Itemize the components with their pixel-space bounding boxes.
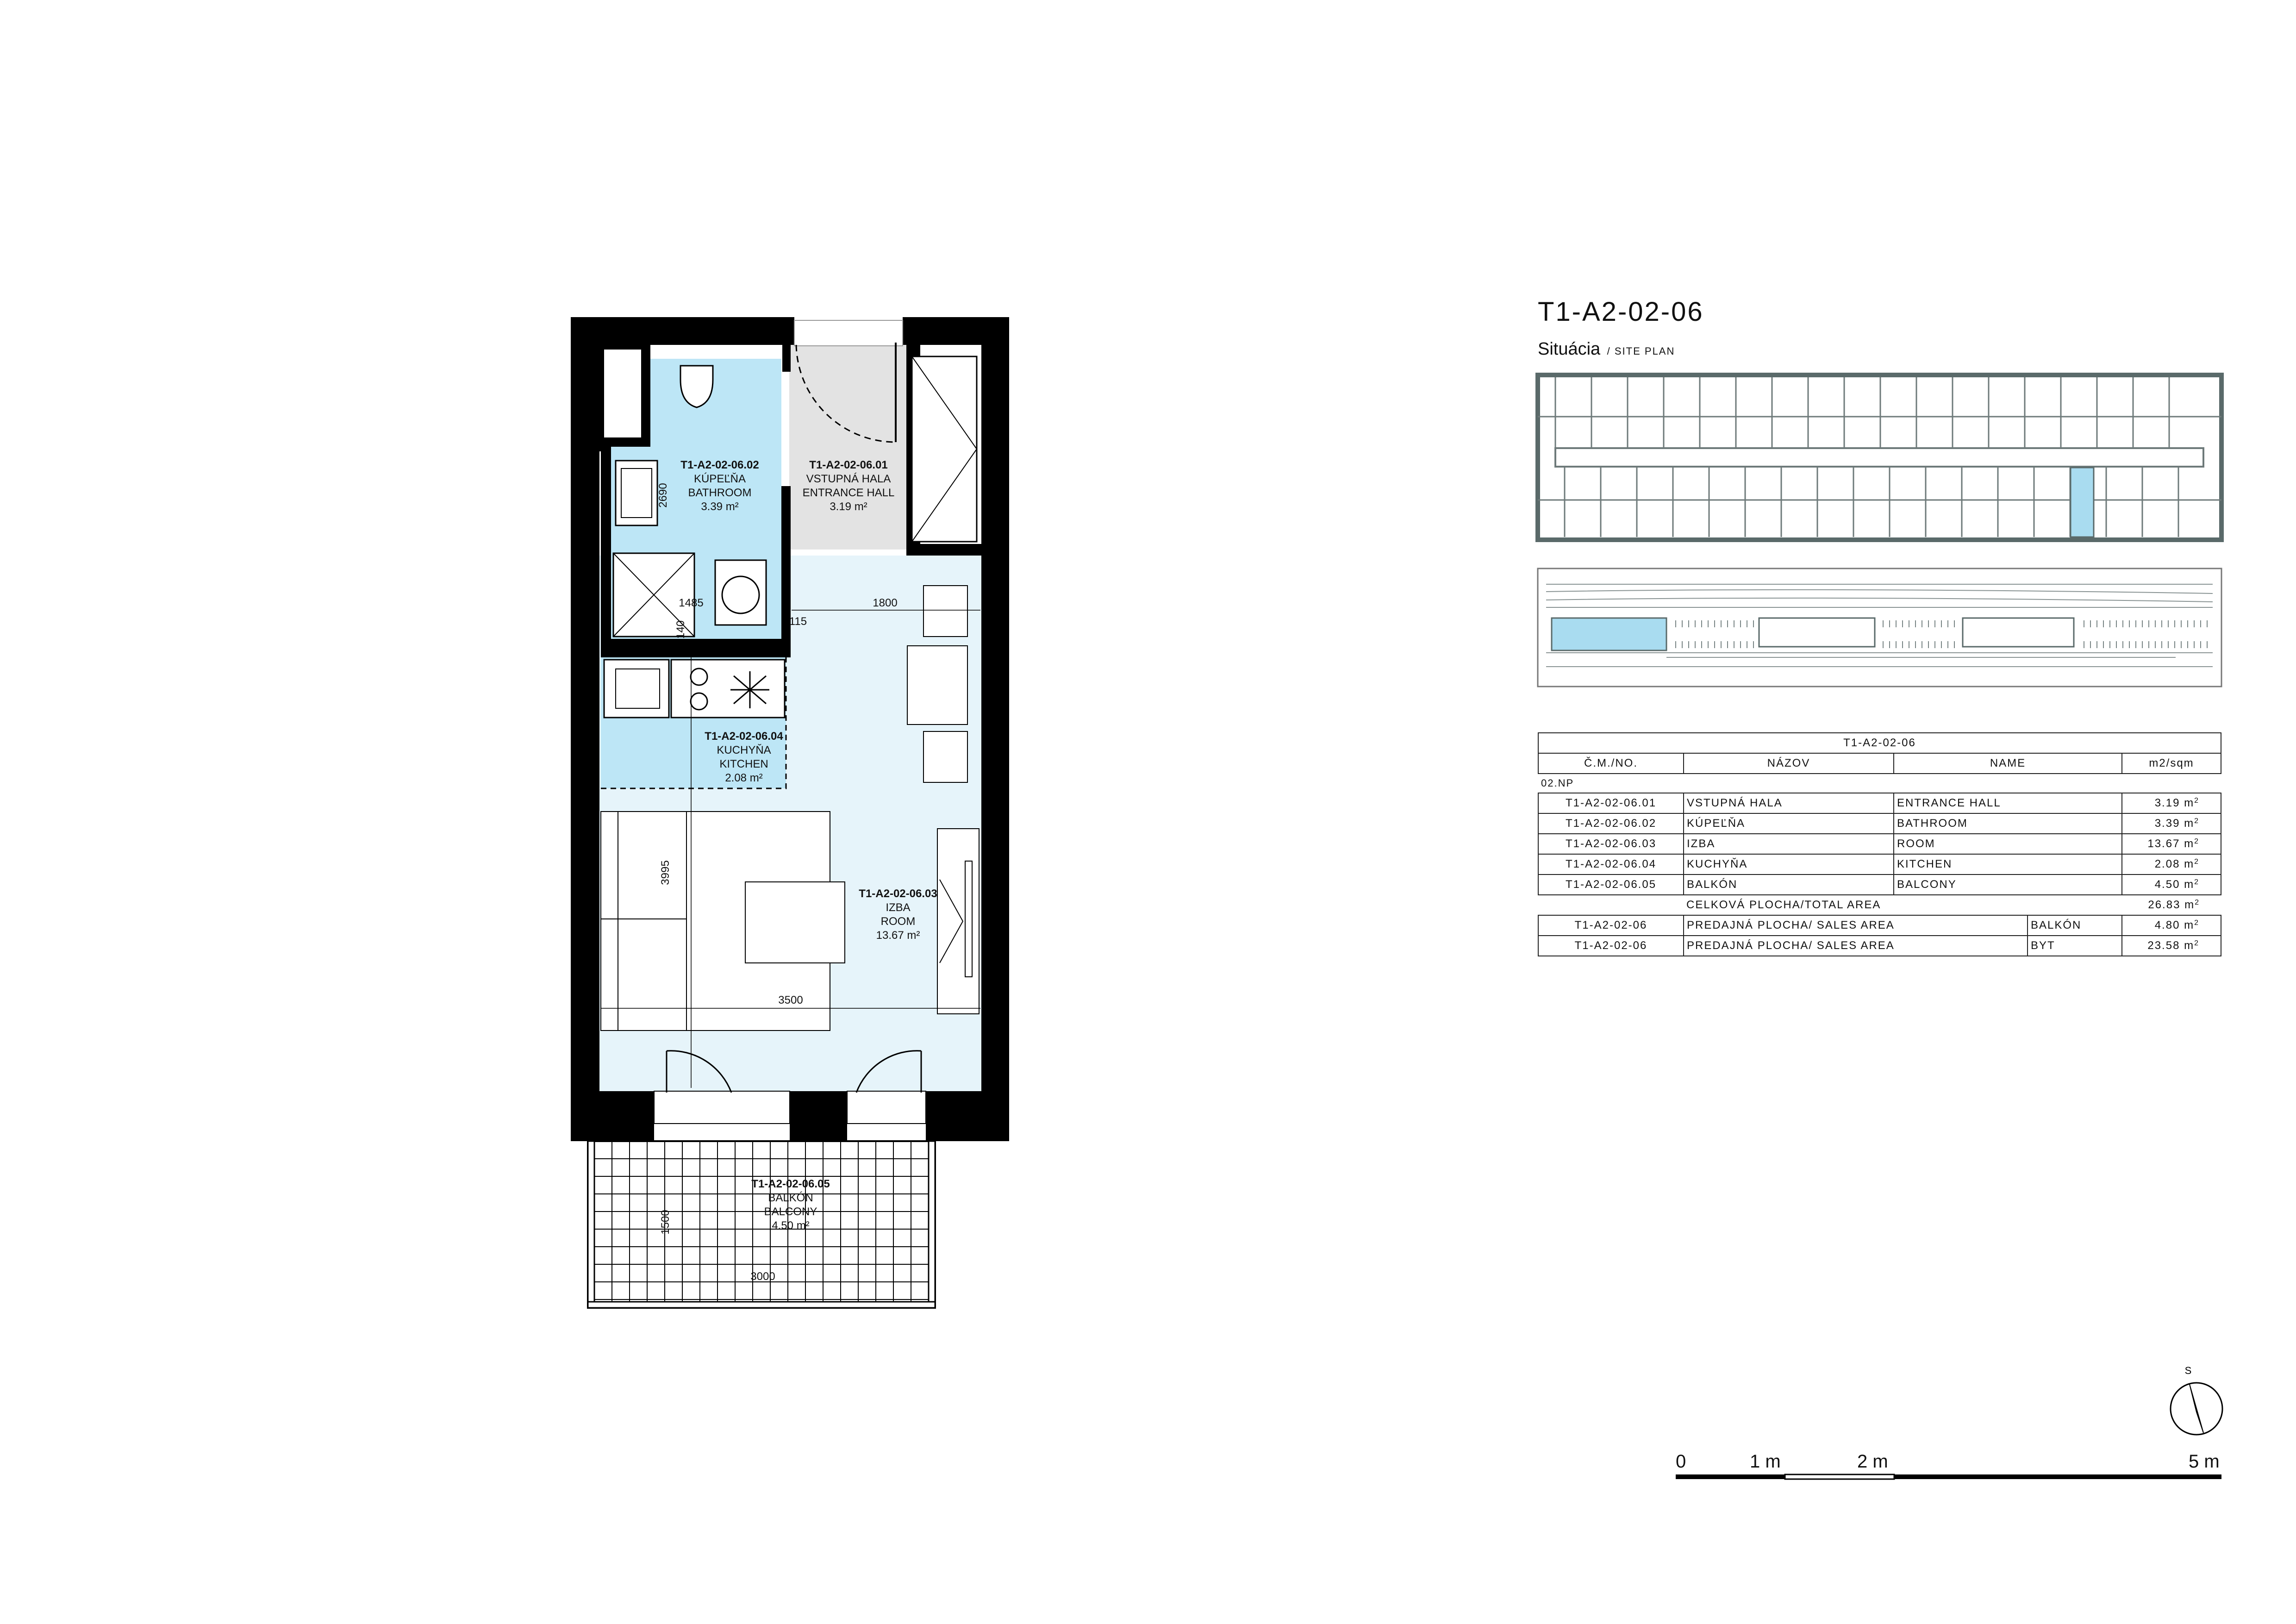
- area-table: [1538, 732, 2221, 956]
- table-cell-no: T1-A2-02-06: [1538, 915, 1684, 936]
- table-section-label: 02.NP: [1541, 777, 1574, 789]
- table-cell-name: BATHROOM: [1894, 813, 2122, 834]
- wall-bath-left: [601, 442, 611, 646]
- table-cell-sales-label: PREDAJNÁ PLOCHA/ SALES AREA: [1684, 915, 2028, 936]
- room-name-sk-room: IZBA: [886, 901, 911, 914]
- table-row: [1538, 874, 2221, 895]
- room-code-bathroom: T1-A2-02-06.02: [680, 459, 759, 471]
- room-area-hall: 3.19 m²: [830, 500, 867, 513]
- room-name-sk-kitchen: KUCHYŇA: [717, 744, 771, 756]
- table-sales-row: [1538, 936, 2221, 956]
- scale-label-1m: 1 m: [1750, 1451, 1781, 1472]
- dining-table: [907, 646, 967, 725]
- table-cell-name: BALCONY: [1894, 874, 2122, 895]
- table-cell-no: T1-A2-02-06.01: [1538, 793, 1684, 813]
- table-header-area: m2/sqm: [2122, 753, 2221, 774]
- tv-cabinet: [937, 829, 979, 1014]
- table-row: [1538, 813, 2221, 834]
- balcony-door-opening-2: [847, 1091, 926, 1124]
- table-cell-area: 3.19 $m^2$: [2122, 793, 2221, 813]
- table-cell-area: 3.39 $m^2$: [2122, 813, 2221, 834]
- table-total-label: CELKOVÁ PLOCHA/TOTAL AREA: [1686, 899, 1881, 911]
- unit-title: T1-A2-02-06: [1538, 297, 1704, 327]
- dim-2690: 2690: [657, 483, 669, 508]
- table-header-name: NAME: [1894, 753, 2122, 774]
- table-cell-nazov: KUCHYŇA: [1684, 854, 1894, 874]
- wall-right: [981, 317, 1009, 1141]
- table-sales-row: [1538, 915, 2221, 936]
- dim-3995: 3995: [659, 860, 672, 885]
- wall-bottom-left: [571, 1091, 654, 1141]
- wall-hall-bottom: [910, 544, 981, 556]
- table-cell-area: 2.08 $m^2$: [2122, 854, 2221, 874]
- room-code-kitchen: T1-A2-02-06.04: [705, 730, 783, 743]
- table-header-no: Č.M./NO.: [1538, 753, 1684, 774]
- room-name-en-bathroom: BATHROOM: [688, 487, 752, 499]
- table-cell-sales-type: BYT: [2028, 936, 2122, 956]
- table-cell-nazov: BALKÓN: [1684, 874, 1894, 895]
- table-cell-nazov: VSTUPNÁ HALA: [1684, 793, 1894, 813]
- wall-bottom-right: [926, 1091, 1009, 1141]
- table-cell-area: 4.50 $m^2$: [2122, 874, 2221, 895]
- room-area-balcony: 4.50 m²: [772, 1219, 810, 1232]
- room-name-en-room: ROOM: [880, 915, 916, 928]
- room-area-kitchen: 2.08 m²: [725, 772, 763, 784]
- room-area-room: 13.67 m²: [876, 929, 920, 942]
- shaft-box: [599, 345, 646, 442]
- room-code-hall: T1-A2-02-06.01: [809, 459, 888, 471]
- wall-bottom-mid: [790, 1091, 847, 1141]
- table-cell-sales-label: PREDAJNÁ PLOCHA/ SALES AREA: [1684, 936, 2028, 956]
- room-code-room: T1-A2-02-06.03: [859, 887, 937, 900]
- balcony-door-opening-1: [654, 1091, 790, 1124]
- dim-140: 140: [674, 620, 687, 639]
- table-title: T1-A2-02-06: [1538, 733, 2221, 753]
- coffee-table: [745, 882, 845, 963]
- dim-1500: 1500: [659, 1210, 672, 1235]
- table-row: [1538, 854, 2221, 874]
- table-cell-no: T1-A2-02-06: [1538, 936, 1684, 956]
- room-name-en-balcony: BALCONY: [764, 1206, 817, 1218]
- wall-top-right: [903, 317, 1009, 345]
- wardrobe: [912, 356, 977, 542]
- table-cell-no: T1-A2-02-06.05: [1538, 874, 1684, 895]
- table-cell-name: ENTRANCE HALL: [1894, 793, 2122, 813]
- wall-bath-right: [781, 486, 791, 657]
- room-name-en-kitchen: KITCHEN: [719, 758, 768, 770]
- room-area-bathroom: 3.39 m²: [701, 500, 739, 513]
- balcony-area: [588, 1141, 935, 1308]
- north-label: S: [2184, 1365, 2192, 1376]
- chair-1: [923, 586, 967, 637]
- entrance-opening: [794, 320, 903, 346]
- room-name-sk-bathroom: KÚPEĽŇA: [693, 473, 746, 485]
- balcony-railing-left: [588, 1141, 594, 1308]
- table-cell-name: ROOM: [1894, 834, 2122, 854]
- wall-bath-bottom: [601, 639, 791, 657]
- scale-label-2m: 2 m: [1857, 1451, 1888, 1472]
- table-cell-no: T1-A2-02-06.02: [1538, 813, 1684, 834]
- chair-2: [923, 731, 967, 782]
- table-cell-area: 13.67 $m^2$: [2122, 834, 2221, 854]
- table-header-nazov: NÁZOV: [1684, 753, 1894, 774]
- dim-1800: 1800: [873, 597, 898, 609]
- table-row: [1538, 793, 2221, 813]
- tv: [965, 861, 972, 977]
- wall-bath-right-top: [782, 345, 791, 372]
- table-cell-area: 4.80 $m^2$: [2122, 915, 2221, 936]
- scale-label-0: 0: [1676, 1451, 1686, 1472]
- table-cell-no: T1-A2-02-06.03: [1538, 834, 1684, 854]
- dim-115: 115: [789, 615, 807, 628]
- site-plan-label: Situácia: [1538, 339, 1601, 359]
- table-total-value: 26.83 $m^2$: [2148, 899, 2200, 911]
- cooktop: [671, 660, 785, 718]
- room-name-en-hall: ENTRANCE HALL: [802, 487, 895, 499]
- dim-1485: 1485: [679, 597, 704, 609]
- table-row: [1538, 834, 2221, 854]
- balcony-railing-right: [929, 1141, 935, 1308]
- room-fill-hall: [789, 339, 910, 550]
- dim-3000: 3000: [750, 1270, 775, 1283]
- dim-3500: 3500: [778, 994, 803, 1006]
- scale-label-5m: 5 m: [2189, 1451, 2220, 1472]
- site-plan-label-en: / SITE PLAN: [1607, 345, 1675, 357]
- washbasin: [616, 461, 657, 525]
- table-cell-no: T1-A2-02-06.04: [1538, 854, 1684, 874]
- table-cell-nazov: IZBA: [1684, 834, 1894, 854]
- room-name-sk-balcony: BALKÓN: [768, 1192, 813, 1204]
- table-cell-area: 23.58 $m^2$: [2122, 936, 2221, 956]
- room-name-sk-hall: VSTUPNÁ HALA: [806, 473, 891, 485]
- table-cell-nazov: KÚPEĽŇA: [1684, 813, 1894, 834]
- table-cell-sales-type: BALKÓN: [2028, 915, 2122, 936]
- balcony-railing-bottom: [588, 1302, 935, 1308]
- table-cell-name: KITCHEN: [1894, 854, 2122, 874]
- site-plan-heading: [1538, 339, 1675, 359]
- room-code-balcony: T1-A2-02-06.05: [751, 1178, 830, 1190]
